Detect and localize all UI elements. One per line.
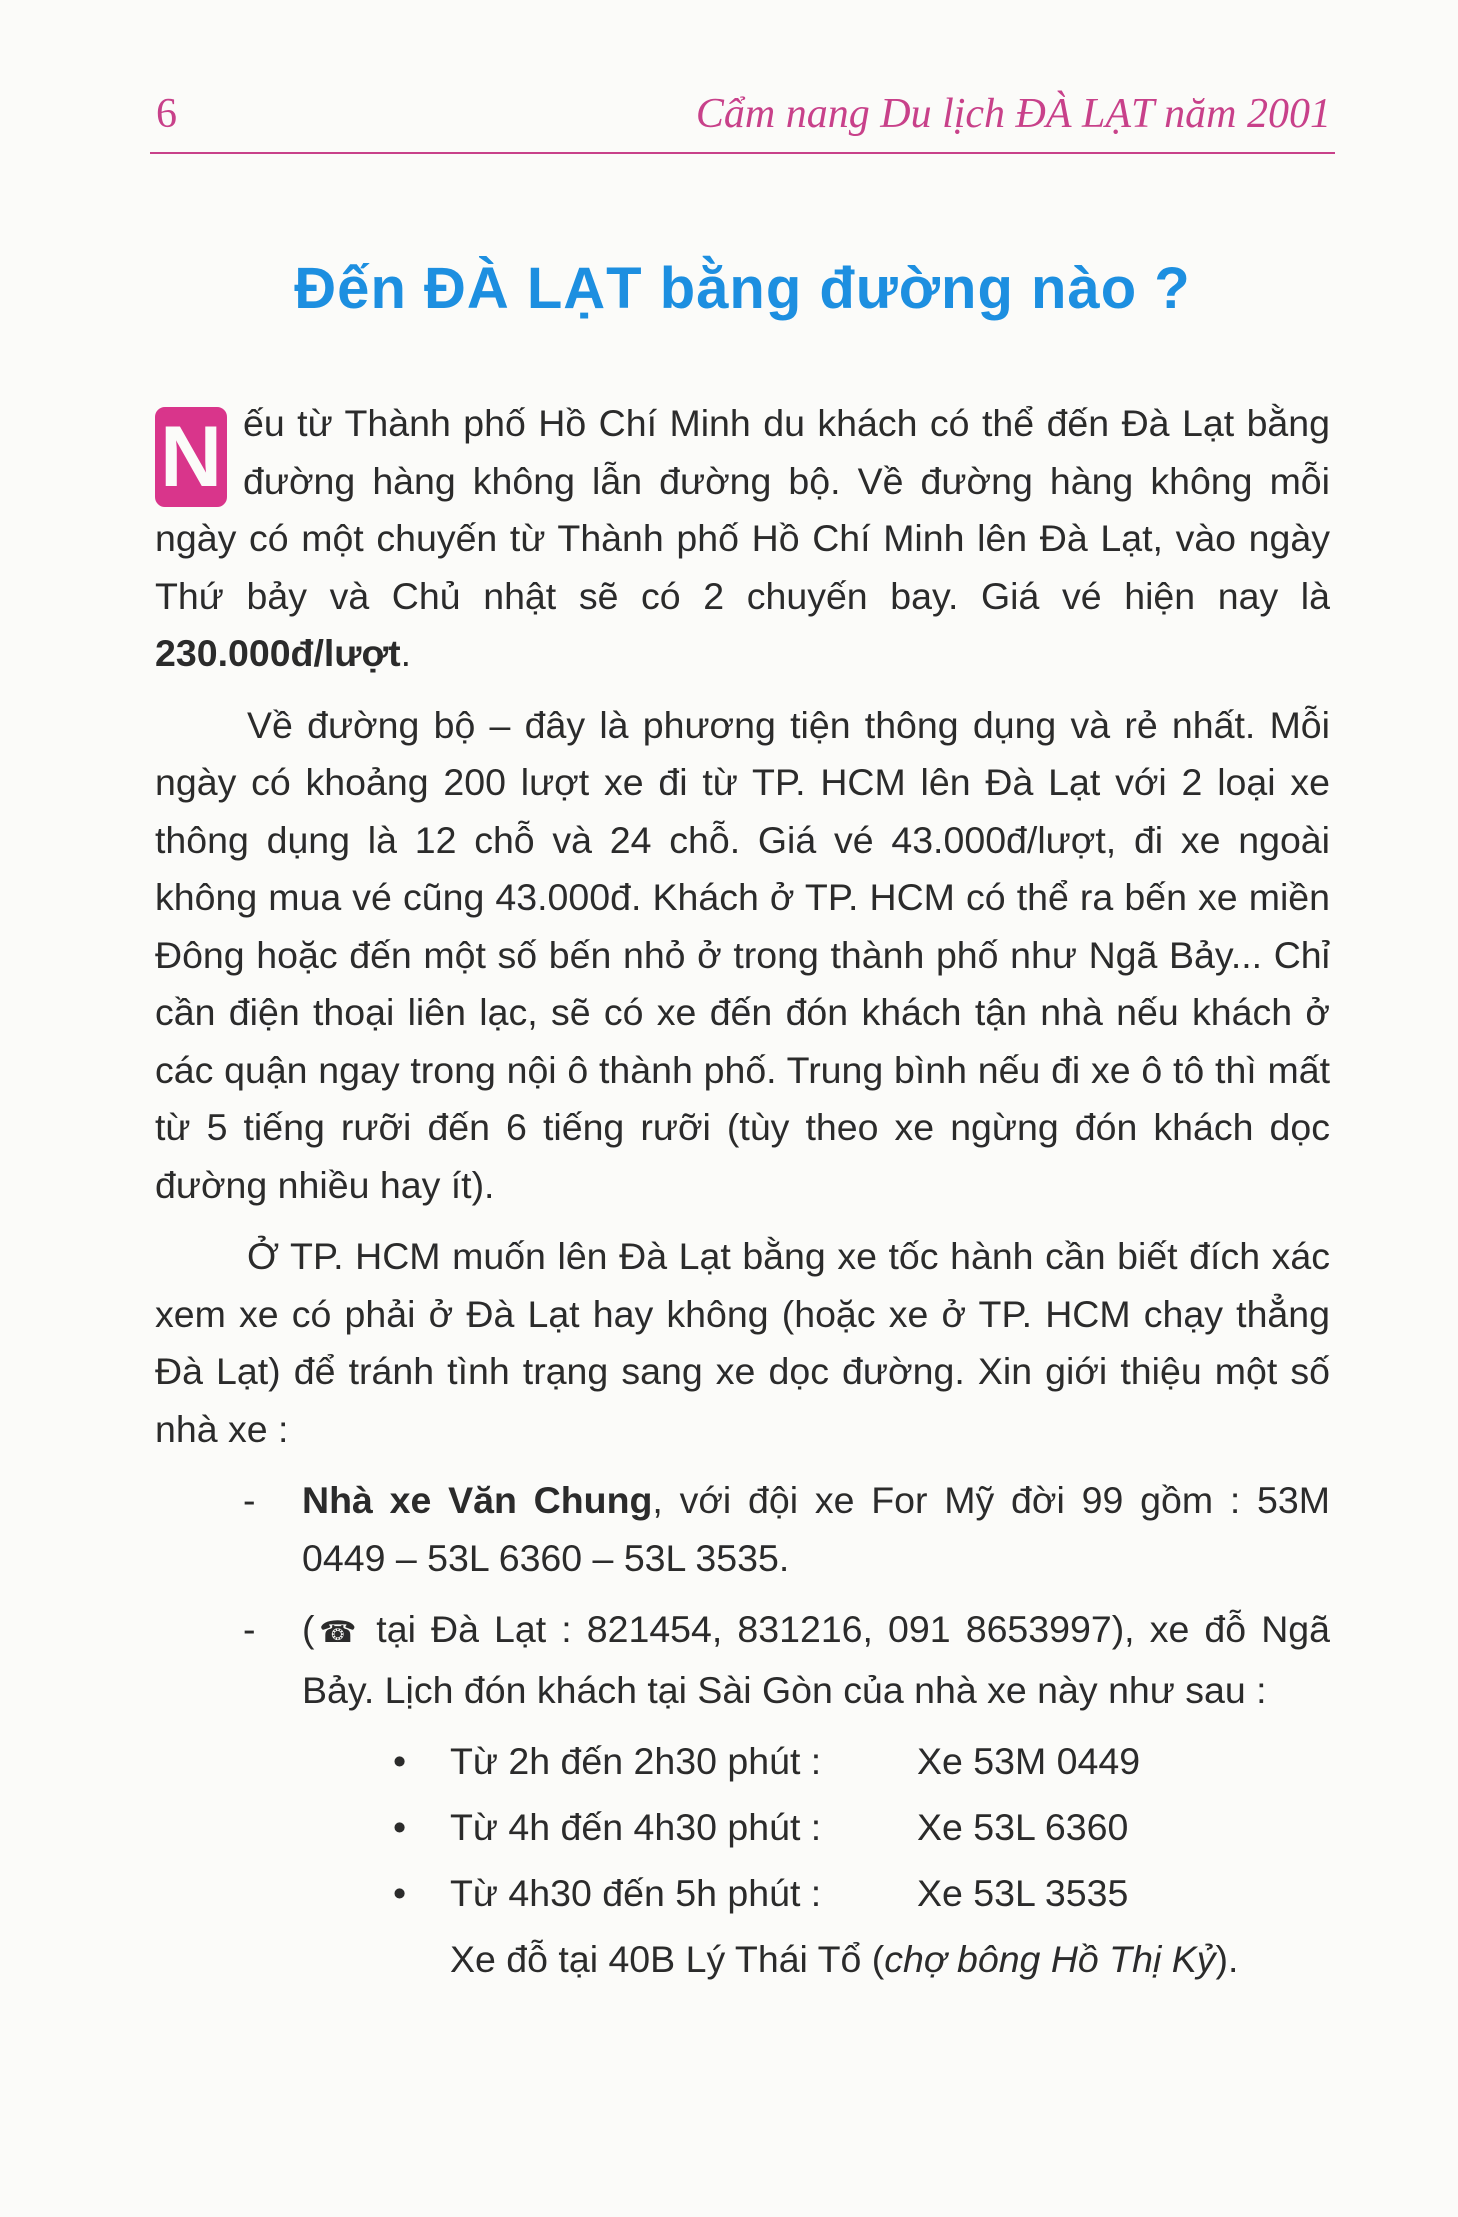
station-end: ). [1215,1938,1239,1980]
operator-name: Nhà xe Văn Chung [302,1479,653,1521]
contact-text: tại Đà Lạt : 821454, 831216, 091 8653997), xe đỗ Ngã Bảy. Lịch đón khách tại Sài Gòn của nhà xe này như sau : [302,1608,1330,1711]
page-header [150,82,1335,154]
telephone-icon: ☎ [314,1616,362,1649]
page-number: 6 [156,91,177,137]
list-item [155,1865,1330,1931]
schedule-time: Từ 4h đến 4h30 phút : [450,1806,822,1848]
bullet-marker: • [393,1740,407,1782]
schedule-list [155,1733,1330,1931]
intro-end: . [400,632,412,674]
bullet-marker: • [393,1872,407,1914]
drop-cap: N [155,407,227,507]
paren-open: ( [302,1608,315,1650]
body-text [155,395,1330,1989]
station-landmark: chợ bông Hồ Thị Kỷ [884,1938,1216,1980]
bullet-marker: • [393,1806,407,1848]
operator-fleet: , với đội xe For Mỹ đời 99 gồm : 53M 0449 – 53L 6360 – 53L 3535. [302,1479,1330,1579]
station-text: Xe đỗ tại 40B Lý Thái Tổ ( [450,1938,885,1980]
intro-text: ếu từ Thành phố Hồ Chí Minh du khách có thể đến Đà Lạt bằng đường hàng không lẫn đường bộ. Về đường hàng không mỗi ngày có một chuyến từ Thành phố Hồ Chí Minh lên Đà Lạt, vào ngày Thứ bảy và Chủ nhật sẽ có 2 chuyến bay. Giá vé hiện nay là [155,402,1330,617]
chapter-title: Đến ĐÀ LẠT bằng đường nào ? [294,256,1191,321]
list-item [155,1799,1330,1865]
schedule-bus: Xe 53L 3535 [917,1872,1129,1914]
dash-marker: - [243,1479,256,1521]
dash-marker: - [243,1608,256,1650]
list-item-contact [155,1601,1330,1719]
schedule-bus: Xe 53L 6360 [917,1806,1129,1848]
running-title: Cẩm nang Du lịch ĐÀ LẠT năm 2001 [695,91,1331,137]
schedule-time: Từ 4h30 đến 5h phút : [450,1872,822,1914]
schedule-time: Từ 2h đến 2h30 phút : [450,1740,822,1782]
ticket-price: 230.000đ/lượt [155,632,401,674]
list-item-van-chung [155,1472,1330,1587]
paragraph-intro [155,395,1330,683]
list-item [155,1733,1330,1799]
schedule-bus: Xe 53M 0449 [917,1740,1141,1782]
paragraph-express: Ở TP. HCM muốn lên Đà Lạt bằng xe tốc hành cần biết đích xác xem xe có phải ở Đà Lạt hay không (hoặc xe ở TP. HCM chạy thẳng Đà Lạt) để tránh tình trạng sang xe dọc đường. Xin giới thiệu một số nhà xe : [155,1235,1330,1450]
paragraph-road: Về đường bộ – đây là phương tiện thông dụng và rẻ nhất. Mỗi ngày có khoảng 200 lượt xe đi từ TP. HCM lên Đà Lạt với 2 loại xe thông dụng là 12 chỗ và 24 chỗ. Giá vé 43.000đ/lượt, đi xe ngoài không mua vé cũng 43.000đ. Khách ở TP. HCM có thể ra bến xe miền Đông hoặc đến một số bến nhỏ ở trong thành phố như Ngã Bảy... Chỉ cần điện thoại liên lạc, sẽ có xe đến đón khách tận nhà nếu khách ở các quận ngay trong nội ô thành phố. Trung bình nếu đi xe ô tô thì mất từ 5 tiếng rưỡi đến 6 tiếng rưỡi (tùy theo xe ngừng đón khách dọc đường nhiều hay ít). [155,703,1330,1206]
station-note [155,1931,1330,1989]
